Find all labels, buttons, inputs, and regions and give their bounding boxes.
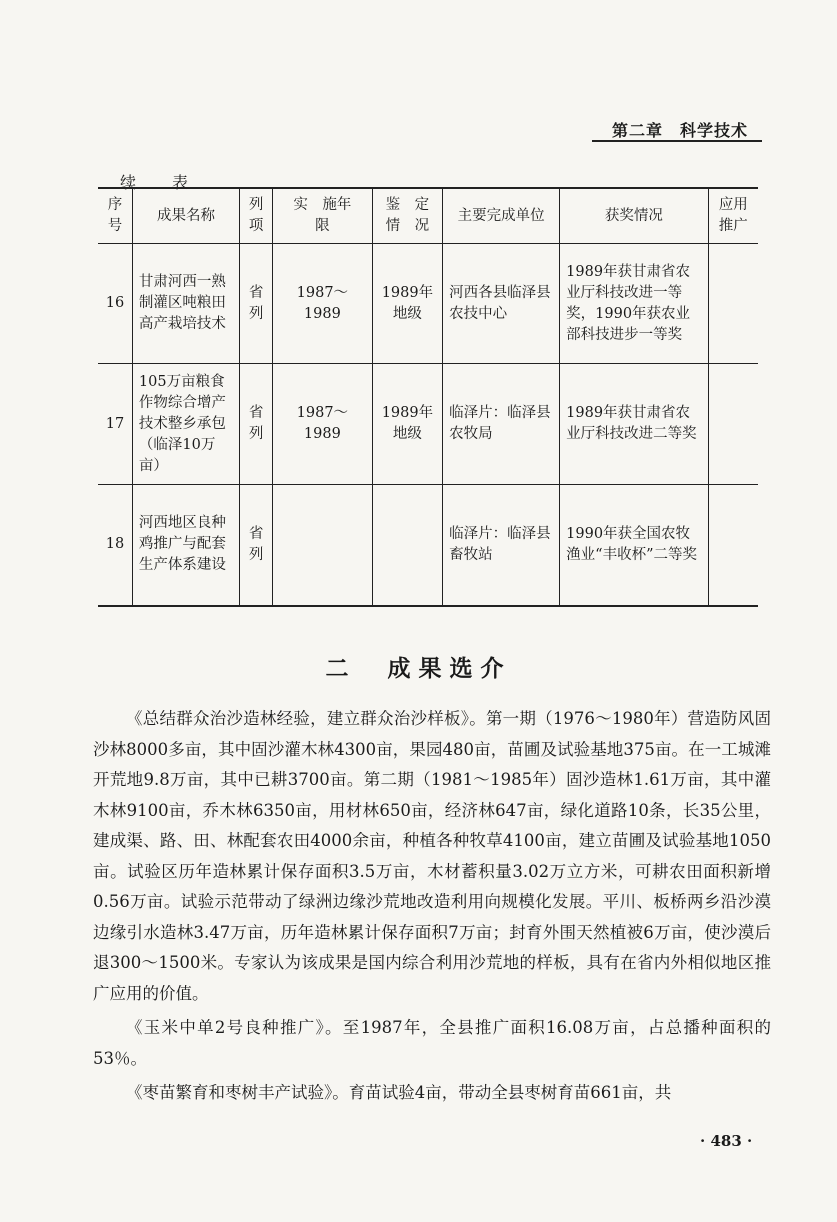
header-award: 获奖情况	[560, 188, 708, 244]
table-row	[98, 364, 758, 485]
cell-name: 河西地区良种鸡推广与配套生产体系建设	[132, 485, 239, 606]
page-number: · 483 ·	[700, 1132, 753, 1150]
body-text	[93, 704, 771, 1113]
cell-award: 1989年获甘肃省农业厅科技改进一等奖，1990年获农业部科技进步一等奖	[560, 244, 708, 364]
cell-apply	[708, 485, 758, 606]
cell-apply	[708, 364, 758, 485]
cell-year: 1987～1989	[273, 244, 373, 364]
header-eval: 鉴 定情 况	[372, 188, 442, 244]
table-continued-label: 续 表	[120, 173, 199, 192]
cell-name: 甘肃河西一熟制灌区吨粮田高产栽培技术	[132, 244, 239, 364]
paragraph: 《玉米中单2号良种推广》。至1987年，全县推广面积16.08万亩，占总播种面积的53％。	[93, 1018, 771, 1068]
cell-year: 1987～1989	[273, 364, 373, 485]
cell-unit: 河西各县临泽县农技中心	[443, 244, 560, 364]
header-name: 成果名称	[132, 188, 239, 244]
cell-award: 1990年获全国农牧渔业“丰收杯”二等奖	[560, 485, 708, 606]
cell-no: 17	[98, 364, 132, 485]
table-header-row	[98, 188, 758, 244]
cell-year	[273, 485, 373, 606]
header-lie: 列项	[240, 188, 273, 244]
section-title: 二 成果选介	[325, 655, 512, 682]
paragraph: 《枣苗繁育和枣树丰产试验》。育苗试验4亩，带动全县枣树育苗661亩，共	[126, 1083, 672, 1102]
cell-lie: 省列	[240, 485, 273, 606]
cell-eval	[372, 485, 442, 606]
header-year: 实 施年 限	[273, 188, 373, 244]
cell-lie: 省列	[240, 244, 273, 364]
header-apply: 应用推广	[708, 188, 758, 244]
chapter-title: 第二章 科学技术	[612, 121, 749, 140]
header-unit: 主要完成单位	[443, 188, 560, 244]
cell-unit: 临泽片：临泽县畜牧站	[443, 485, 560, 606]
cell-lie: 省列	[240, 364, 273, 485]
achievements-table	[98, 187, 758, 607]
table-row	[98, 485, 758, 606]
cell-eval: 1989年地级	[372, 364, 442, 485]
cell-unit: 临泽片：临泽县农牧局	[443, 364, 560, 485]
header-rule	[592, 140, 762, 142]
cell-eval: 1989年地级	[372, 244, 442, 364]
cell-award: 1989年获甘肃省农业厅科技改进二等奖	[560, 364, 708, 485]
cell-no: 16	[98, 244, 132, 364]
table-row	[98, 244, 758, 364]
header-no: 序号	[98, 188, 132, 244]
cell-apply	[708, 244, 758, 364]
cell-no: 18	[98, 485, 132, 606]
paragraph: 《总结群众治沙造林经验，建立群众治沙样板》。第一期（1976～1980年）营造防风固沙林8000多亩，其中固沙灌木林4300亩，果园480亩，苗圃及试验基地375亩。在一工城滩开荒地9.8万亩，其中已耕3700亩。第二期（1981～1985年）固沙造林1.61万亩，其中灌木林9100亩，乔木林6350亩，用材林650亩，经济林647亩，绿化道路10条，长35公里，建成渠、路、田、林配套农田4000余亩，种植各种牧草4100亩，建立苗圃及试验基地1050亩。试验区历年造林累计保存面积3.5万亩，木材蓄积量3.02万立方米，可耕农田面积新增0.56万亩。试验示范带动了绿洲边缘沙荒地改造利用向规模化发展。平川、板桥两乡沿沙漠边缘引水造林3.47万亩，历年造林累计保存面积7万亩；封育外围天然植被6万亩，使沙漠后退300～1500米。专家认为该成果是国内综合利用沙荒地的样板，具有在省内外相似地区推广应用的价值。	[93, 709, 771, 1003]
cell-name: 105万亩粮食作物综合增产技术整乡承包（临泽10万亩）	[132, 364, 239, 485]
